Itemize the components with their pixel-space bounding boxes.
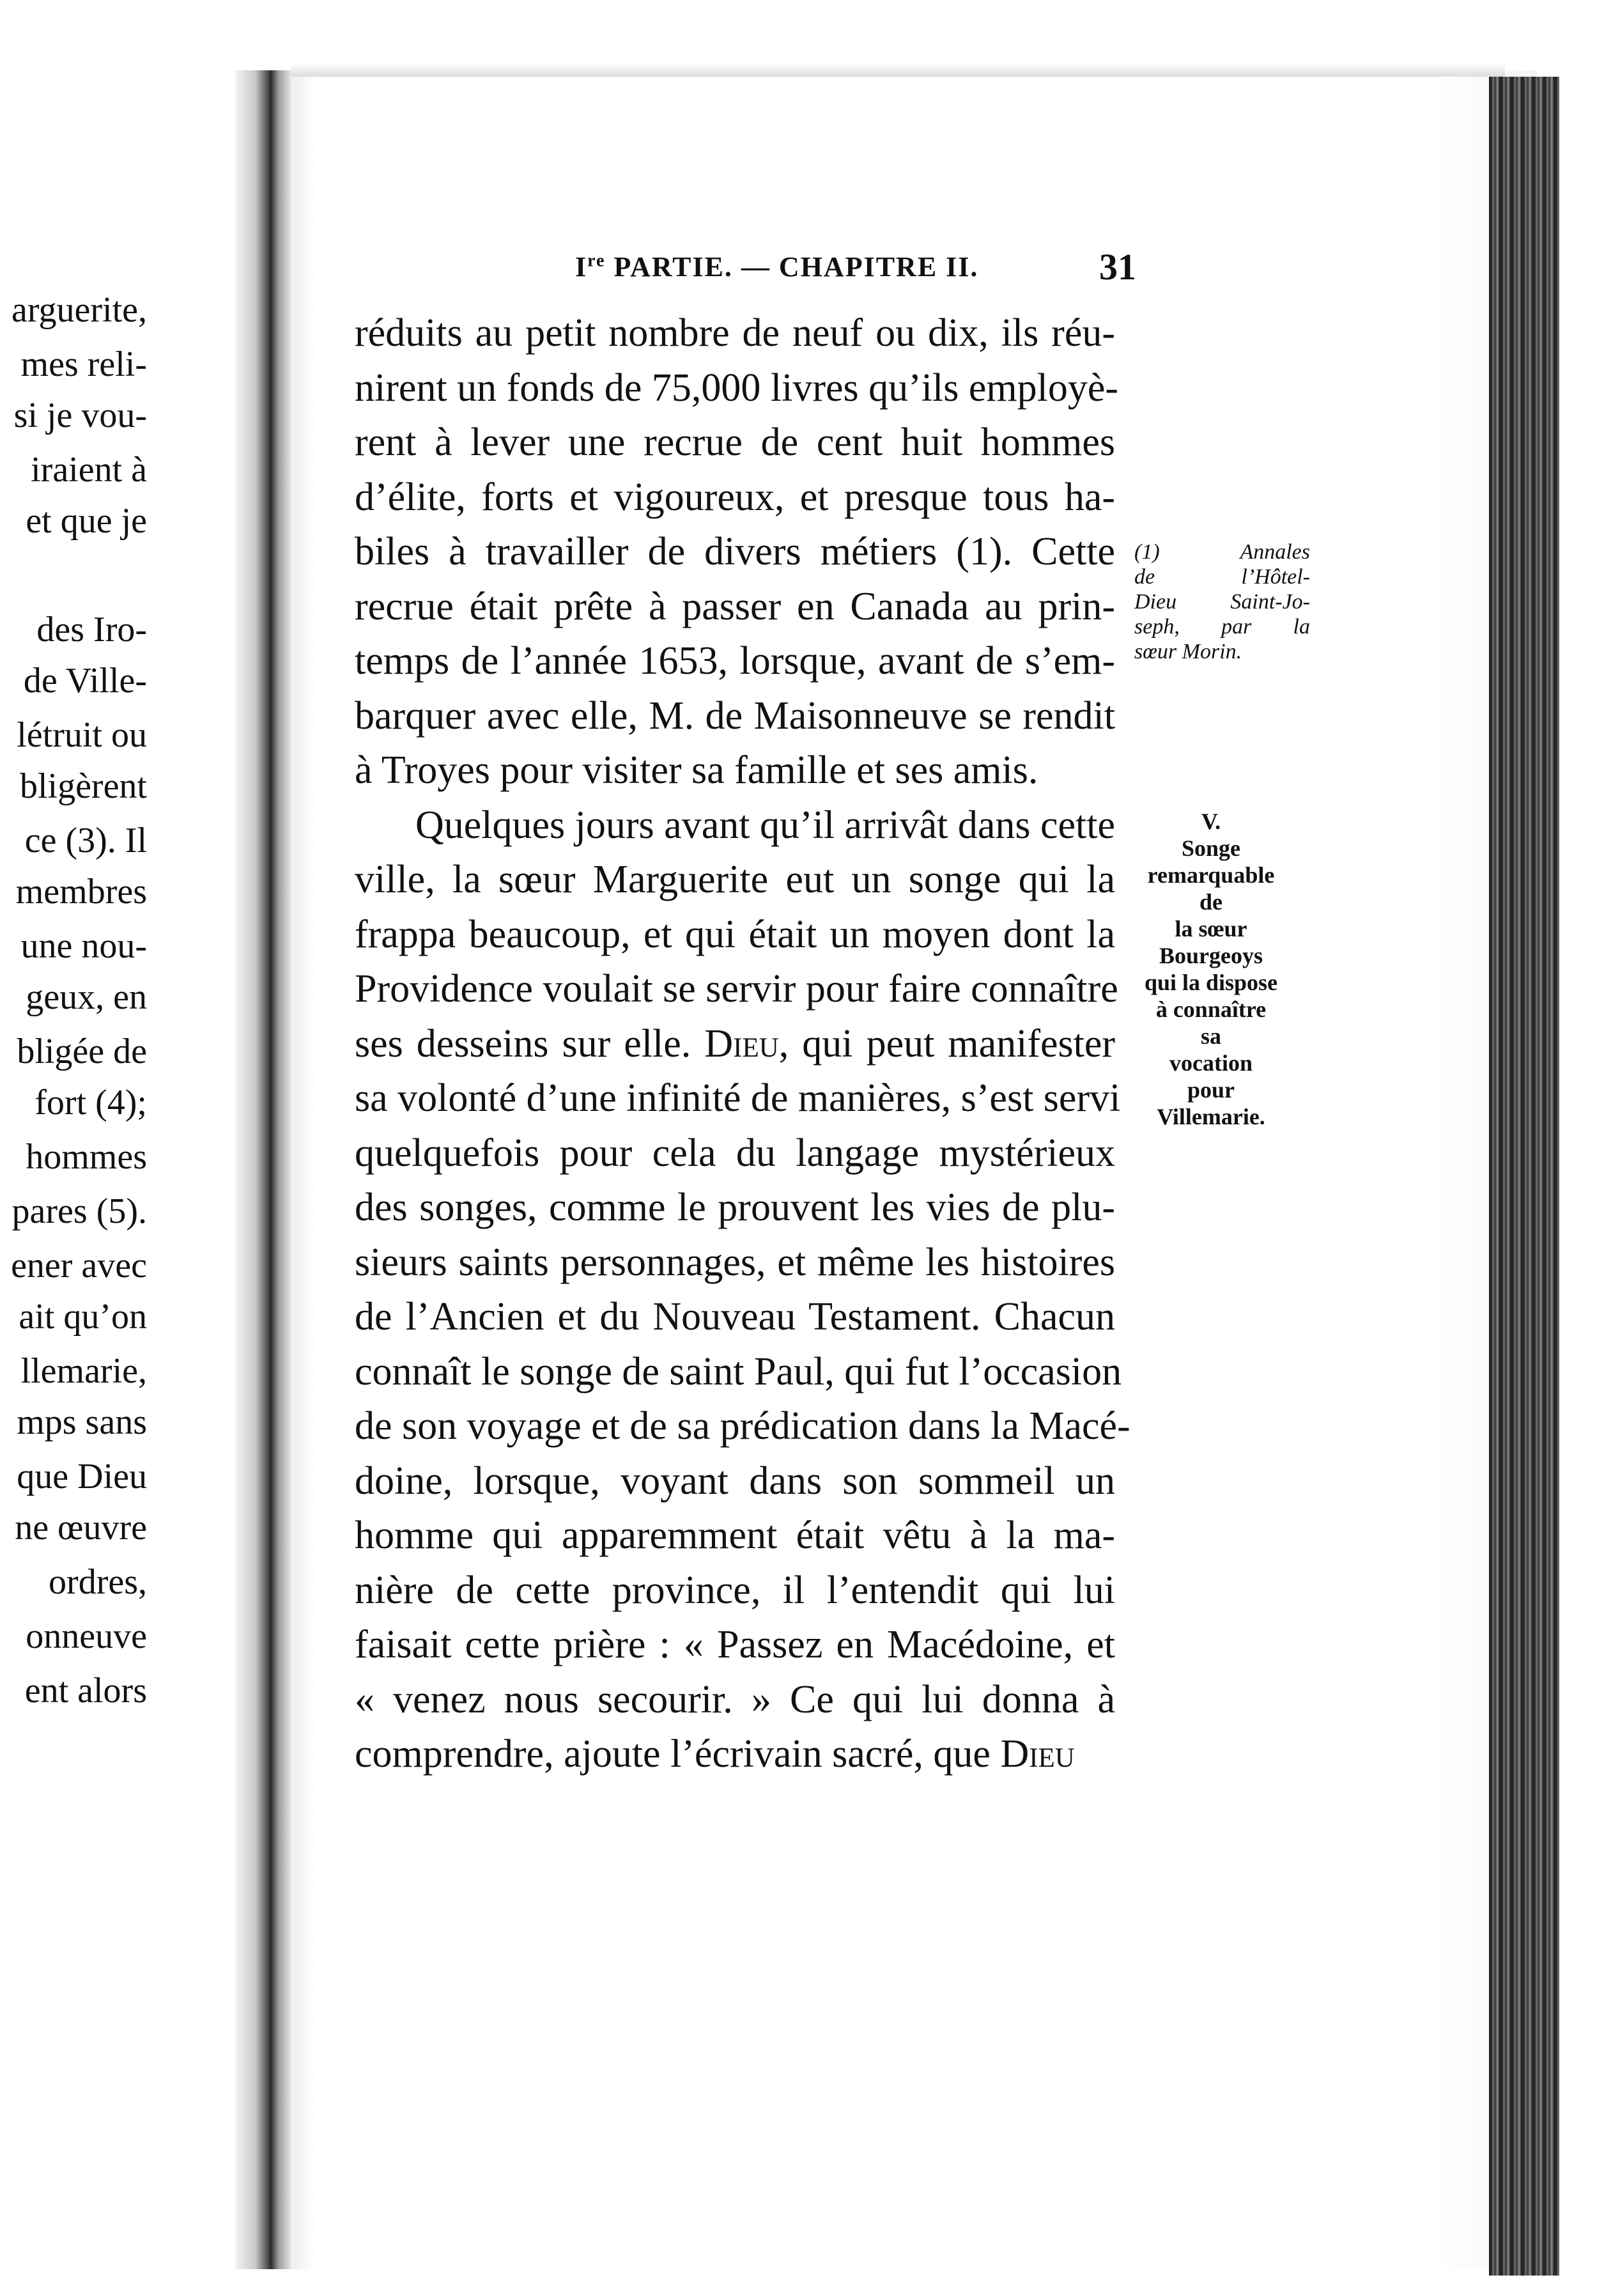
left-page-line: mes reli- xyxy=(20,345,147,384)
body-line: de l’Ancien et du Nouveau Testament. Chacun xyxy=(355,1295,1115,1338)
left-page-line: bligée de xyxy=(17,1032,147,1071)
left-page-line: fort (4); xyxy=(35,1083,147,1122)
left-page-line: ait qu’on xyxy=(19,1297,147,1337)
left-page-line: llemarie, xyxy=(20,1351,147,1391)
body-line: quelquefois pour cela du langage mystérieux xyxy=(355,1131,1115,1175)
sidenote-line: Villemarie. xyxy=(1157,1104,1265,1129)
left-page-line: hommes xyxy=(26,1137,147,1177)
left-page-line: ener avec xyxy=(11,1246,147,1285)
body-line: des songes, comme le prouvent les vies de plu- xyxy=(355,1186,1115,1229)
footnote-line: (1) Annales xyxy=(1134,540,1310,564)
left-page-line: iraient à xyxy=(31,450,147,490)
left-page-line: onneuve xyxy=(26,1617,147,1656)
left-page-line: et que je xyxy=(26,501,147,541)
left-page-line: mps sans xyxy=(17,1402,147,1442)
left-page-line: geux, en xyxy=(26,977,147,1017)
running-head-chapter: CHAPITRE II. xyxy=(778,251,979,283)
sidenote-line: Bourgeoys xyxy=(1159,943,1263,968)
sidenote-line: Songe xyxy=(1181,835,1241,861)
body-line: d’élite, forts et vigoureux, et presque tous ha- xyxy=(355,476,1115,519)
left-page-line: létruit ou xyxy=(17,715,147,755)
left-page-line: que Dieu xyxy=(17,1457,147,1496)
footnote-line: seph, par la xyxy=(1134,615,1310,639)
body-line: homme qui apparemment était vêtu à la ma- xyxy=(355,1514,1115,1557)
left-page-line: ordres, xyxy=(49,1562,147,1602)
body-line: faisait cette prière : « Passez en Macédoine, et xyxy=(355,1623,1115,1666)
sidenote-line: pour xyxy=(1187,1077,1235,1103)
body-line: « venez nous secourir. » Ce qui lui donna à xyxy=(355,1678,1115,1721)
body-line: biles à travailler de divers métiers (1). Cette xyxy=(355,530,1115,573)
body-line: nière de cette province, il l’entendit qui lui xyxy=(355,1569,1115,1612)
sidenote-line: sa xyxy=(1200,1023,1221,1049)
body-line: ses desseins sur elle. Dieu, qui peut manifester xyxy=(355,1022,1116,1066)
sidenote-line: qui la dispose xyxy=(1144,970,1278,995)
left-page-line: arguerite, xyxy=(12,290,147,330)
sidenote-line: la sœur xyxy=(1175,916,1247,942)
left-page-line: si je vou- xyxy=(13,396,147,435)
left-page-line: pares (5). xyxy=(12,1191,147,1231)
footnote-line: Dieu Saint-Jo- xyxy=(1134,590,1310,614)
body-line: sieurs saints personnages, et même les histoires xyxy=(355,1241,1115,1284)
body-line: doine, lorsque, voyant dans son sommeil un xyxy=(355,1459,1115,1503)
body-line: frappa beaucoup, et qui était un moyen dont la xyxy=(355,913,1115,956)
running-head-dash: — xyxy=(741,251,771,283)
body-line: temps de l’année 1653, lorsque, avant de s’em- xyxy=(355,639,1115,683)
body-line: barquer avec elle, M. de Maisonneuve se rendit xyxy=(355,694,1115,738)
page-number: 31 xyxy=(1099,246,1136,288)
running-head-part: Ire PARTIE. xyxy=(575,251,733,283)
footnote-line: sœur Morin. xyxy=(1134,640,1242,663)
left-page-line: ce (3). Il xyxy=(24,821,147,860)
page-fore-edge xyxy=(1489,77,1559,2276)
sidenote-line: V. xyxy=(1201,809,1221,834)
body-line: sa volonté d’une infinité de manières, s’est servi xyxy=(355,1076,1121,1120)
body-line: nirent un fonds de 75,000 livres qu’ils employè- xyxy=(355,366,1119,410)
body-line: à Troyes pour visiter sa famille et ses amis. xyxy=(355,749,1038,792)
left-page-line: ent alors xyxy=(24,1671,147,1710)
sidenote-line: remarquable xyxy=(1147,862,1275,888)
footnote-line: de l’Hôtel- xyxy=(1134,565,1310,589)
body-line: Providence voulait se servir pour faire connaître xyxy=(355,967,1118,1011)
left-page-line: ne œuvre xyxy=(15,1508,147,1547)
sidenote-line: à connaître xyxy=(1155,997,1267,1022)
left-page-line: membres xyxy=(15,872,147,911)
sidenote-line: vocation xyxy=(1169,1050,1253,1076)
body-line: ville, la sœur Marguerite eut un songe qui la xyxy=(355,858,1115,901)
body-line: Quelques jours avant qu’il arrivât dans cette xyxy=(415,803,1115,847)
page-top-edge xyxy=(291,64,1505,77)
body-line: connaît le songe de saint Paul, qui fut l’occasion xyxy=(355,1350,1122,1393)
body-line: rent à lever une recrue de cent huit hommes xyxy=(355,421,1115,464)
body-line: de son voyage et de sa prédication dans la Macé- xyxy=(355,1404,1130,1448)
left-page-line: une nou- xyxy=(20,926,147,966)
left-page-line: bligèrent xyxy=(19,766,147,806)
body-line: réduits au petit nombre de neuf ou dix, ils réu- xyxy=(355,311,1115,355)
sidenote-line: de xyxy=(1199,889,1222,915)
book-gutter xyxy=(235,70,293,2269)
left-page-line: des Iro- xyxy=(36,610,147,649)
running-head xyxy=(575,251,1035,283)
body-line: comprendre, ajoute l’écrivain sacré, que Dieu xyxy=(355,1732,1075,1776)
body-line: recrue était prête à passer en Canada au prin- xyxy=(355,585,1115,628)
left-page-line: de Ville- xyxy=(23,661,147,701)
